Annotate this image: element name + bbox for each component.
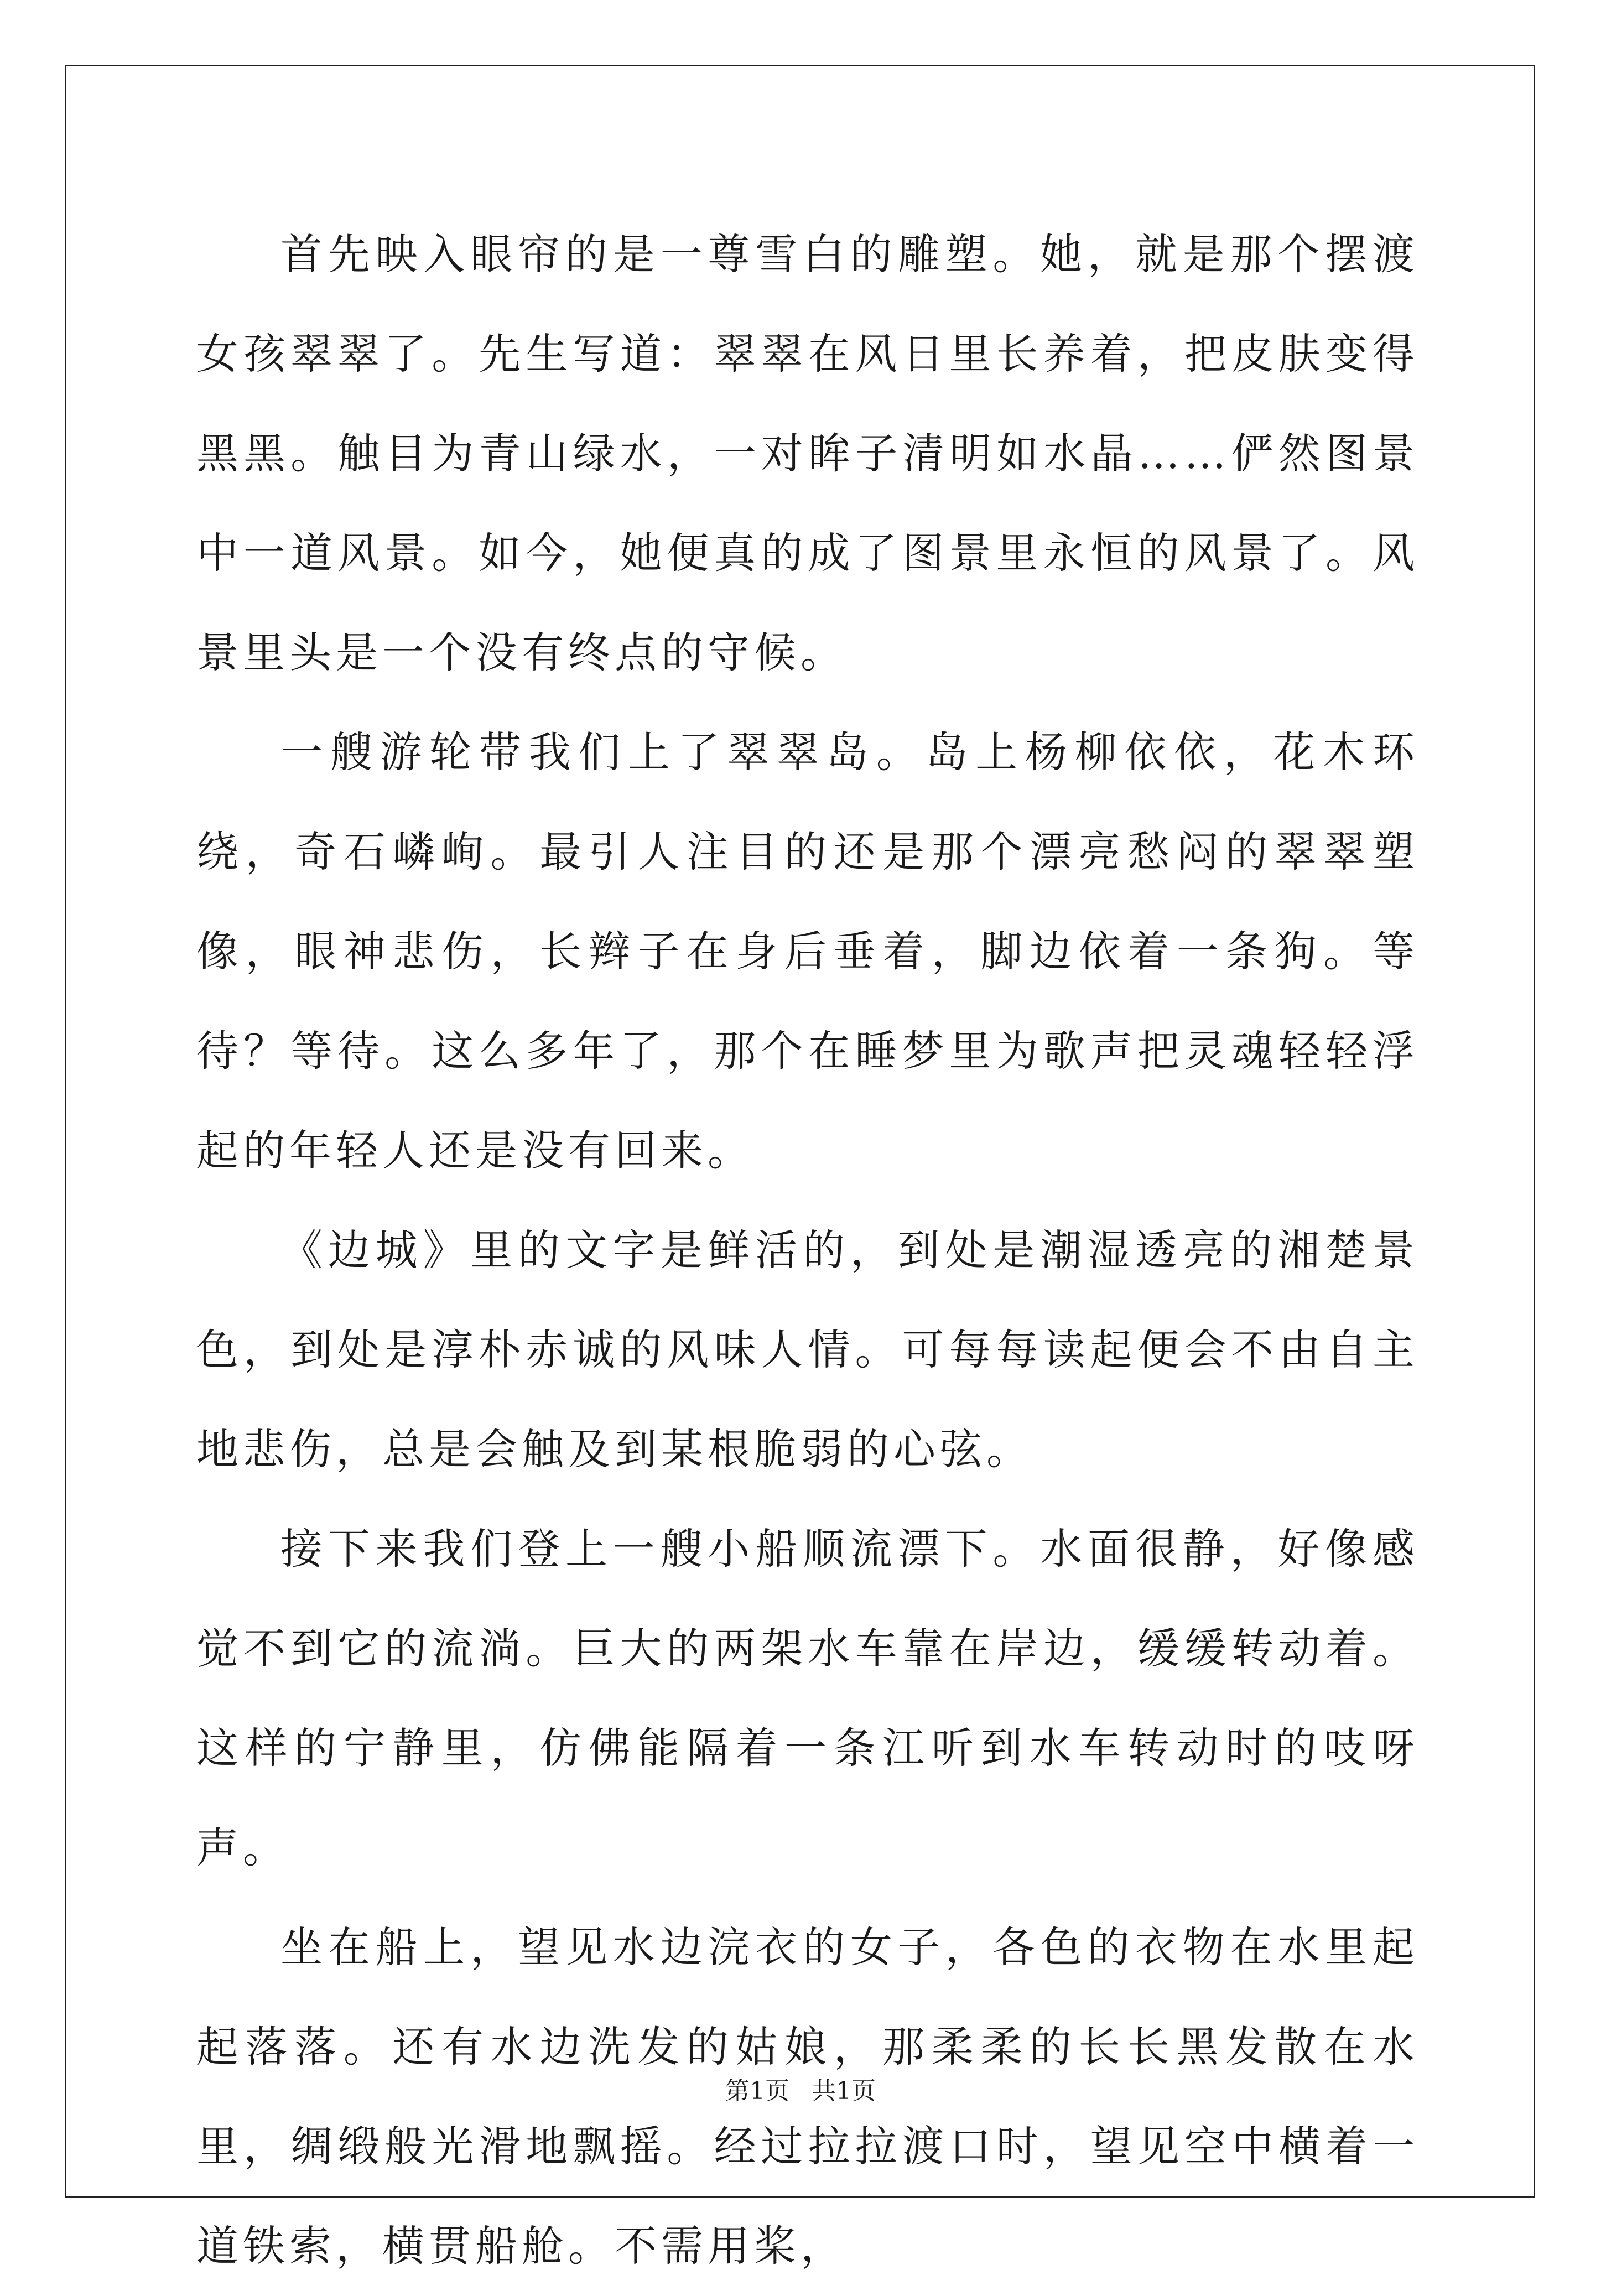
paragraph-3: 《边城》里的文字是鲜活的，到处是潮湿透亮的湘楚景色，到处是淳朴赤诚的风味人情。可每每读起便会不由自主地悲伤，总是会触及到某根脆弱的心弦。 [196, 1225, 1419, 1474]
paragraph-5: 坐在船上，望见水边浣衣的女子，各色的衣物在水里起起落落。还有水边洗发的姑娘，那柔柔的长长黑发散在水里，绸缎般光滑地飘摇。经过拉拉渡口时，望见空中横着一道铁索，横贯船舱。不需用桨， [196, 1923, 1419, 2271]
page-footer [0, 2075, 1601, 2108]
paragraph-1: 首先映入眼帘的是一尊雪白的雕塑。她，就是那个摆渡女孩翠翠了。先生写道：翠翠在风日里长养着，把皮肤变得黑黑。触目为青山绿水，一对眸子清明如水晶……俨然图景中一道风景。如今，她便真的成了图景里永恒的风景了。风景里头是一个没有终点的守候。 [196, 230, 1419, 677]
paragraph-2: 一艘游轮带我们上了翠翠岛。岛上杨柳依依，花木环绕，奇石嶙峋。最引人注目的还是那个漂亮愁闷的翠翠塑像，眼神悲伤，长辫子在身后垂着，脚边依着一条狗。等待？等待。这么多年了，那个在睡梦里为歌声把灵魂轻轻浮起的年轻人还是没有回来。 [196, 728, 1419, 1175]
paragraph-4: 接下来我们登上一艘小船顺流漂下。水面很静，好像感觉不到它的流淌。巨大的两架水车靠在岸边，缓缓转动着。这样的宁静里，仿佛能隔着一条江听到水车转动时的吱呀声。 [196, 1524, 1419, 1872]
page-total: 共1页 [812, 2077, 876, 2105]
page-number: 第1页 [725, 2077, 789, 2105]
document-body [196, 205, 1419, 2296]
